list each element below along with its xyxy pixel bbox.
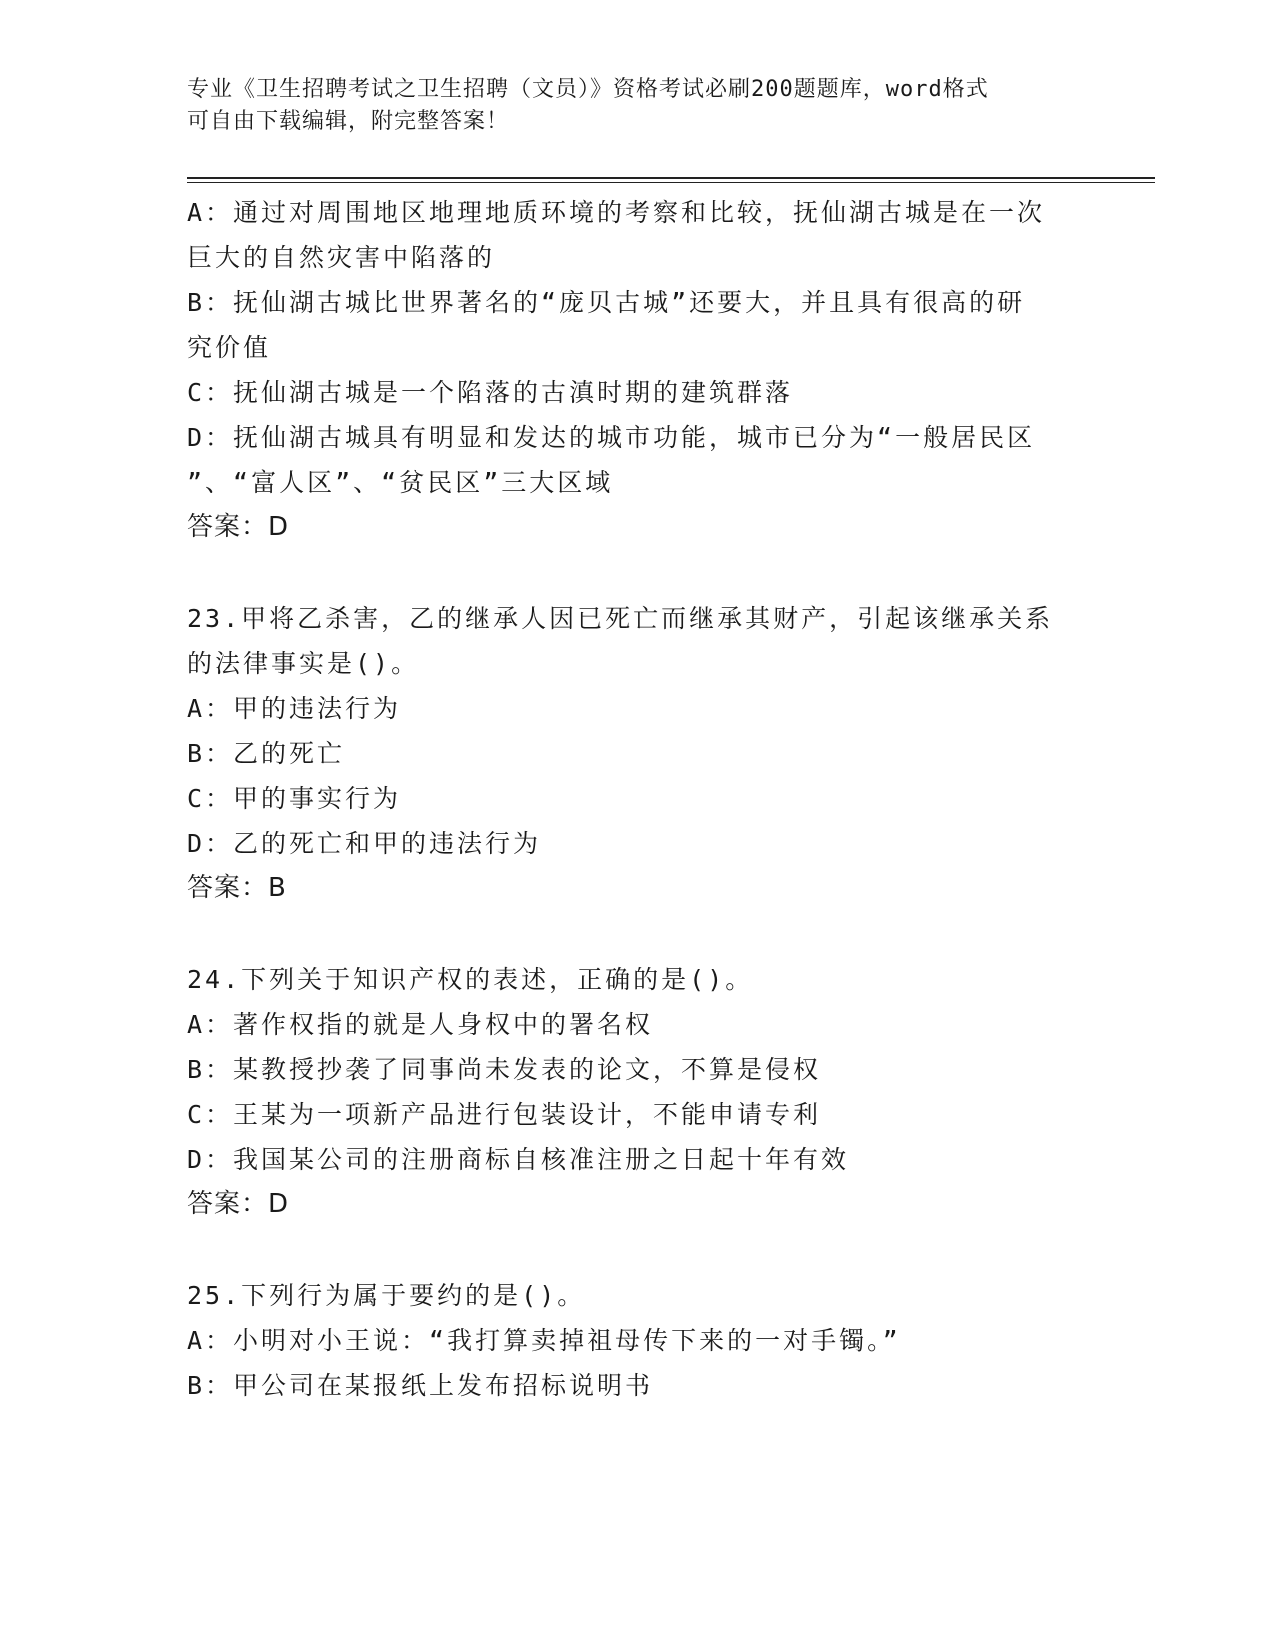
option-d: D：我国某公司的注册商标自核准注册之日起十年有效: [187, 1145, 850, 1174]
answer: 答案：B: [187, 873, 287, 903]
question-25: [187, 1273, 1107, 1408]
option-b-line-2: 究价值: [187, 333, 272, 362]
question-stem-line-1: 23.甲将乙杀害，乙的继承人因已死亡而继承其财产，引起该继承关系: [187, 604, 1054, 633]
question-list: [187, 190, 1107, 1408]
question-22-continued: [187, 190, 1107, 550]
question-23: [187, 596, 1107, 911]
option-d: D：乙的死亡和甲的违法行为: [187, 829, 542, 858]
option-a-line-1: A：通过对周围地区地理地质环境的考察和比较，抚仙湖古城是在一次: [187, 198, 1046, 227]
option-a: A：著作权指的就是人身权中的署名权: [187, 1010, 654, 1039]
option-d-line-2: ”、“富人区”、“贫民区”三大区域: [187, 468, 614, 497]
question-stem-line-2: 的法律事实是()。: [187, 649, 420, 678]
option-a: A：小明对小王说：“我打算卖掉祖母传下来的一对手镯。”: [187, 1326, 901, 1355]
question-spacer: [187, 550, 1107, 596]
option-b-line-1: B：抚仙湖古城比世界著名的“庞贝古城”还要大，并且具有很高的研: [187, 288, 1026, 317]
option-c: C：抚仙湖古城是一个陷落的古滇时期的建筑群落: [187, 378, 794, 407]
option-d-line-1: D：抚仙湖古城具有明显和发达的城市功能，城市已分为“一般居民区: [187, 423, 1036, 452]
option-c: C：甲的事实行为: [187, 784, 402, 813]
header-line-2: 可自由下载编辑，附完整答案！: [187, 109, 510, 134]
option-b: B：乙的死亡: [187, 739, 346, 768]
option-b: B：某教授抄袭了同事尚未发表的论文，不算是侵权: [187, 1055, 822, 1084]
option-a: A：甲的违法行为: [187, 694, 402, 723]
question-spacer: [187, 911, 1107, 957]
question-stem: 25.下列行为属于要约的是()。: [187, 1281, 586, 1310]
header-divider-thin: [187, 182, 1155, 183]
option-c: C：王某为一项新产品进行包装设计，不能申请专利: [187, 1100, 822, 1129]
page-header: [187, 74, 1067, 138]
question-spacer: [187, 1227, 1107, 1273]
option-a-line-2: 巨大的自然灾害中陷落的: [187, 243, 496, 272]
question-24: [187, 957, 1107, 1227]
header-divider-thick: [187, 177, 1155, 179]
header-line-1: 专业《卫生招聘考试之卫生招聘（文员）》资格考试必刷200题题库，word格式: [187, 77, 989, 102]
answer: 答案：D: [187, 512, 290, 542]
question-stem: 24.下列关于知识产权的表述，正确的是()。: [187, 965, 754, 994]
option-b: B：甲公司在某报纸上发布招标说明书: [187, 1371, 654, 1400]
answer: 答案：D: [187, 1189, 290, 1219]
